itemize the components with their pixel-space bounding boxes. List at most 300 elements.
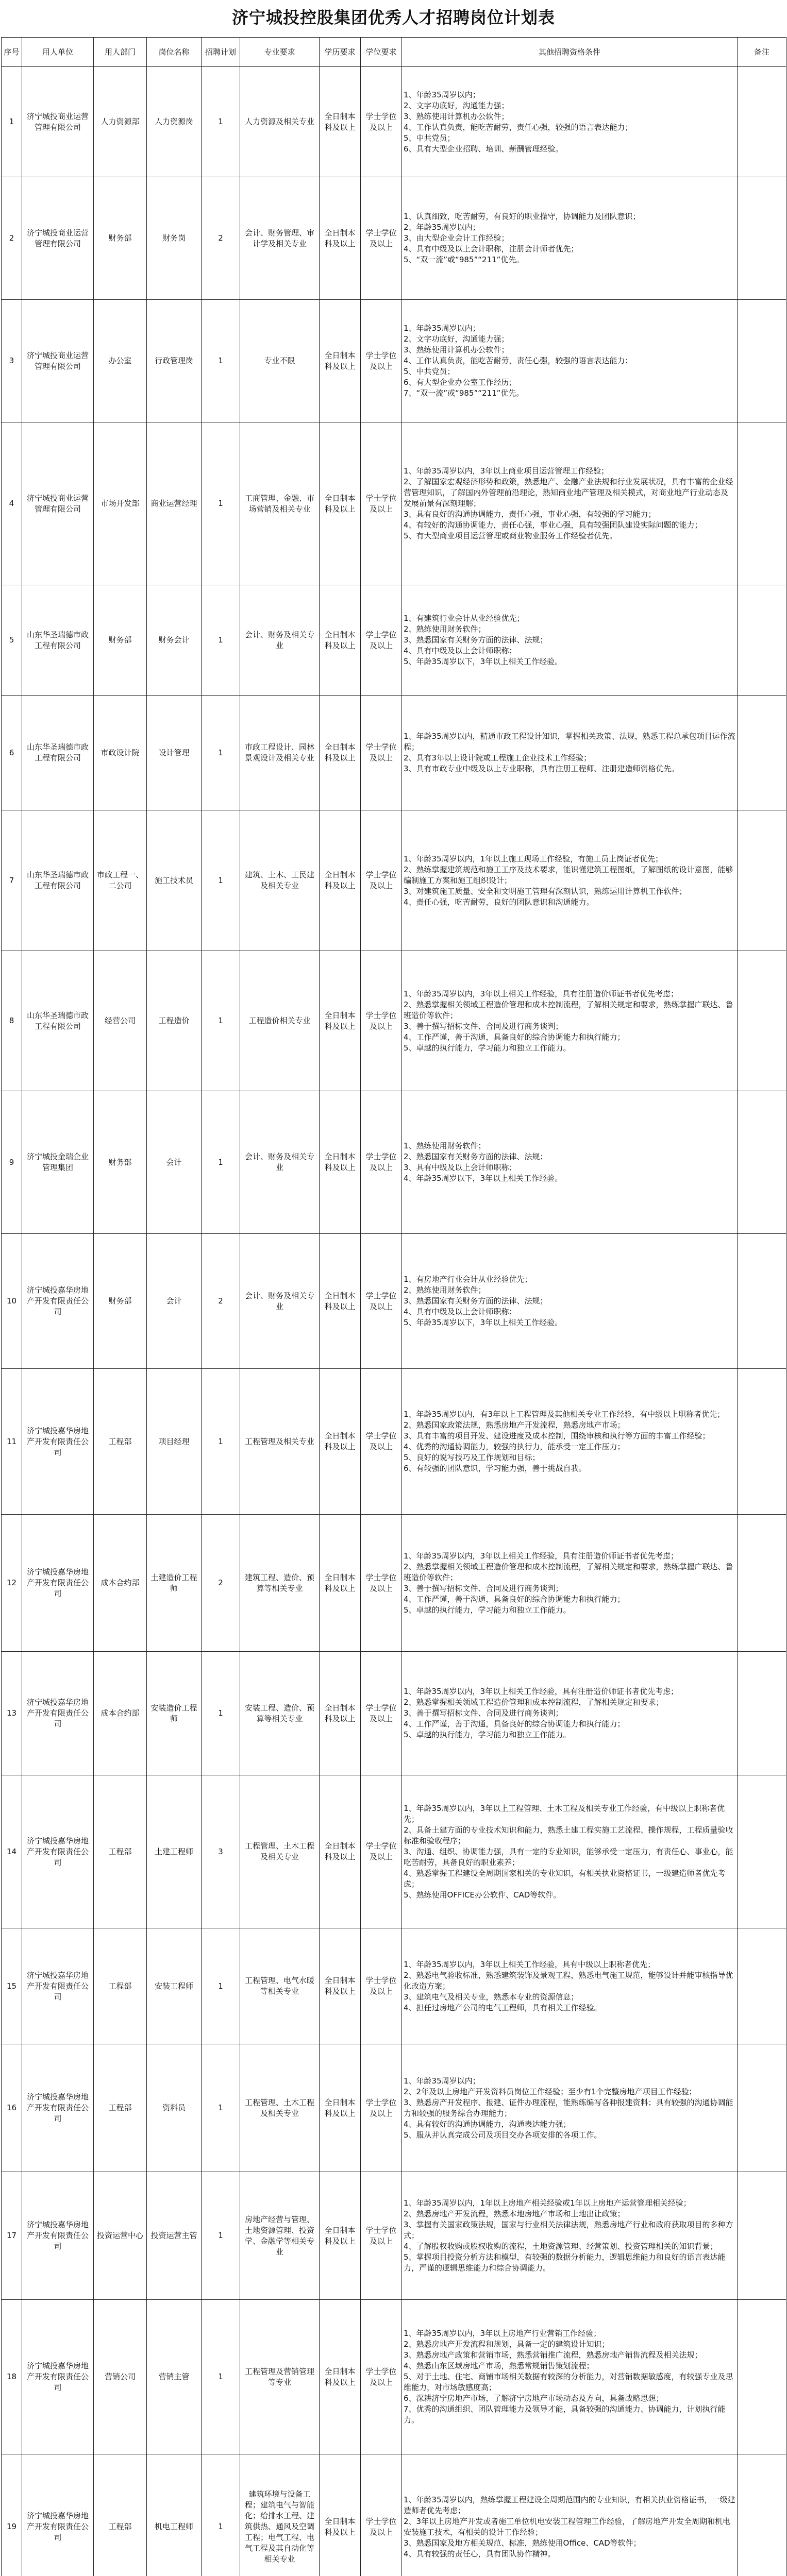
row-post: 工程造价 xyxy=(147,951,202,1091)
requirement-line: 3、善于撰写招标文件、合同及进行商务谈判； xyxy=(404,1708,563,1718)
table-row xyxy=(2,2172,786,2300)
row-dept: 财务部 xyxy=(94,177,147,300)
row-no: 3 xyxy=(2,300,22,422)
table-row xyxy=(2,951,786,1091)
row-edu: 全日制本科及以上 xyxy=(320,2172,361,2300)
row-no: 4 xyxy=(2,422,22,585)
table-row xyxy=(2,2454,786,2576)
requirement-line: 4、有较好的沟通协调能力，责任心强，事业心强，具有较强团队建设实际问题的能力； xyxy=(404,520,702,530)
row-post: 人力资源岗 xyxy=(147,67,202,177)
requirement-line: 2、文字功底好，沟通能力强； xyxy=(404,334,509,344)
requirement-line: 2、熟悉房地产开发流程，熟悉本地房地产市场和土地出让政策； xyxy=(404,2209,625,2218)
row-dept: 办公室 xyxy=(94,300,147,422)
row-unit: 济宁城投商业运营管理有限公司 xyxy=(22,177,94,300)
header-reqs: 其他招聘资格条件 xyxy=(402,38,738,67)
header-post: 岗位名称 xyxy=(147,38,202,67)
requirement-line: 1、年龄35周岁以内，3年以上相关工作经验，具有中级以上职称者优先； xyxy=(404,1959,656,1969)
requirement-line: 3、具有中级及以上会计师职称； xyxy=(404,1163,517,1172)
header-degree: 学位要求 xyxy=(361,38,402,67)
table-body xyxy=(2,67,786,2576)
requirement-line: 3、具有丰富的项目开发、建设进度及成本控制，围绕审核和执行等方面的丰富工作经验； xyxy=(404,1431,710,1440)
requirement-line: 2、3年以上房地产开发或者施工单位机电安装工程管理工作经验，了解房地产开发全周期和机电安装施工技术，有相关的设计工作经验； xyxy=(404,2516,731,2537)
row-count: 1 xyxy=(202,696,240,810)
row-count: 2 xyxy=(202,177,240,300)
requirement-line: 2、文字功底好，沟通能力强； xyxy=(404,100,509,110)
requirement-line: 1、年龄35周岁以内，3年以上商业项目运营管理工作经验； xyxy=(404,466,609,476)
row-requirements xyxy=(402,300,738,422)
row-edu: 全日制本科及以上 xyxy=(320,1091,361,1234)
row-edu: 全日制本科及以上 xyxy=(320,1515,361,1652)
row-post: 行政管理岗 xyxy=(147,300,202,422)
row-requirements xyxy=(402,2172,738,2300)
requirement-line: 4、优秀的沟通协调能力，较强的执行力，能承受一定工作压力； xyxy=(404,1442,625,1451)
row-note xyxy=(738,422,786,585)
row-post: 设计管理 xyxy=(147,696,202,810)
row-major: 工程管理及相关专业 xyxy=(240,1369,320,1515)
requirement-line: 3、善于撰写招标文件、合同及进行商务谈判； xyxy=(404,1021,563,1031)
requirement-line: 3、具有良好的沟通协调能力，责任心强，事业心强，有较强的学习能力； xyxy=(404,510,656,519)
row-dept: 财务部 xyxy=(94,1091,147,1234)
row-note xyxy=(738,2044,786,2172)
row-note xyxy=(738,1775,786,1928)
row-major: 工商管理、金融、市场营销及相关专业 xyxy=(240,422,320,585)
row-major: 安装工程、造价、预算等相关专业 xyxy=(240,1652,320,1775)
row-count: 2 xyxy=(202,1234,240,1369)
row-degree: 学士学位及以上 xyxy=(361,2172,402,2300)
row-post: 安装造价工程师 xyxy=(147,1652,202,1775)
requirement-line: 2、熟悉房地产开发流程和规划，具备一定的建筑设计知识； xyxy=(404,2340,610,2349)
row-no: 9 xyxy=(2,1091,22,1234)
row-requirements xyxy=(402,2044,738,2172)
row-degree: 学士学位及以上 xyxy=(361,1775,402,1928)
table-row xyxy=(2,810,786,951)
requirement-line: 3、熟悉国家及地方相关规范、标准，熟练使用Office、CAD等软件； xyxy=(404,2538,641,2548)
requirement-line: 2、熟悉国家政策法规，熟悉房地产开发流程，熟悉房地产市场； xyxy=(404,1420,625,1430)
row-edu: 全日制本科及以上 xyxy=(320,585,361,696)
requirement-line: 4、熟悉山东区域房地产市场，熟悉常规销售策划流程； xyxy=(404,2361,594,2370)
row-dept: 工程部 xyxy=(94,1928,147,2044)
row-post: 投资运营主管 xyxy=(147,2172,202,2300)
row-no: 18 xyxy=(2,2300,22,2454)
row-requirements xyxy=(402,951,738,1091)
row-no: 19 xyxy=(2,2454,22,2576)
row-requirements xyxy=(402,422,738,585)
row-requirements xyxy=(402,2454,738,2576)
row-degree: 学士学位及以上 xyxy=(361,1652,402,1775)
table-row xyxy=(2,1928,786,2044)
row-unit: 济宁城投嘉华房地产开发有限责任公司 xyxy=(22,2172,94,2300)
row-post: 安装工程师 xyxy=(147,1928,202,2044)
row-post: 资料员 xyxy=(147,2044,202,2172)
row-unit: 济宁城投嘉华房地产开发有限责任公司 xyxy=(22,1928,94,2044)
table-row xyxy=(2,2044,786,2172)
requirement-line: 4、工作认真负责，能吃苦耐劳，责任心强，较强的语言表达能力； xyxy=(404,356,633,365)
table-row xyxy=(2,585,786,696)
row-count: 1 xyxy=(202,2300,240,2454)
requirement-line: 2、2年及以上房地产开发资料员岗位工作经验；至少有1个完整房地产项目工作经验； xyxy=(404,2087,697,2096)
row-no: 15 xyxy=(2,1928,22,2044)
row-major: 建筑环境与设备工程；建筑电气与智能化；给排水工程、建筑供热、通风及空调工程；电气工程、电气工程及其自动化等相关专业 xyxy=(240,2454,320,2576)
table-row xyxy=(2,422,786,585)
table-row xyxy=(2,1091,786,1234)
row-requirements xyxy=(402,1091,738,1234)
row-dept: 市政设计院 xyxy=(94,696,147,810)
row-unit: 济宁城投嘉华房地产开发有限责任公司 xyxy=(22,2300,94,2454)
requirement-line: 2、具有3年以上设计院或工程施工企业技术工作经验； xyxy=(404,753,592,762)
row-no: 2 xyxy=(2,177,22,300)
requirement-line: 1、有建筑行业会计从业经验优先； xyxy=(404,614,525,623)
row-major: 工程管理、土木工程及相关专业 xyxy=(240,1775,320,1928)
requirement-line: 7、优秀的沟通组织、团队管理能力及领导才能，具备较强的沟通能力、协调能力，计划执行能力。 xyxy=(404,2404,726,2425)
requirement-line: 4、了解股权收购或股权收购的流程，土地资源管理、经营策划、投资管理相关的知识背景； xyxy=(404,2242,718,2251)
row-edu: 全日制本科及以上 xyxy=(320,696,361,810)
header-major: 专业要求 xyxy=(240,38,320,67)
row-major: 会计、财务及相关专业 xyxy=(240,1234,320,1369)
requirement-line: 1、年龄35周岁以内； xyxy=(404,2076,480,2086)
row-count: 1 xyxy=(202,1652,240,1775)
row-requirements xyxy=(402,1369,738,1515)
row-major: 会计、财务及相关专业 xyxy=(240,585,320,696)
requirement-line: 3、沟通、组织、协调能力强，具有一定的专业知识，能够承受一定压力，有责任心、事业心，能吃苦耐劳，具备良好的职业素养； xyxy=(404,1846,733,1867)
row-requirements xyxy=(402,1775,738,1928)
row-post: 土建工程师 xyxy=(147,1775,202,1928)
row-degree: 学士学位及以上 xyxy=(361,1091,402,1234)
row-count: 1 xyxy=(202,951,240,1091)
row-dept: 营销公司 xyxy=(94,2300,147,2454)
requirement-line: 4、工作严谨，善于沟通，具备良好的综合协调能力和执行能力； xyxy=(404,1719,625,1728)
row-post: 营销主管 xyxy=(147,2300,202,2454)
row-note xyxy=(738,696,786,810)
row-dept: 市政工程一、二公司 xyxy=(94,810,147,951)
row-count: 1 xyxy=(202,300,240,422)
row-dept: 投资运营中心 xyxy=(94,2172,147,2300)
requirement-line: 4、具有较好的沟通协调能力，沟通表达能力强； xyxy=(404,2119,571,2129)
requirement-line: 5、年龄35周岁以下，3年以上相关工作经验。 xyxy=(404,657,563,666)
row-count: 1 xyxy=(202,422,240,585)
requirement-line: 4、具有中级及以上会计职称，注册会计师者优先； xyxy=(404,244,579,253)
row-major: 工程管理、电气水暖等相关专业 xyxy=(240,1928,320,2044)
requirement-line: 4、工作认真负责，能吃苦耐劳，责任心强，较强的语言表达能力； xyxy=(404,122,633,132)
row-unit: 济宁城投商业运营管理有限公司 xyxy=(22,422,94,585)
requirement-line: 3、掌握有关国家政策法规，国家与行业相关法律法规，熟悉房地产行业和政府获取项目的多种方式； xyxy=(404,2220,733,2240)
row-dept: 工程部 xyxy=(94,2454,147,2576)
row-unit: 济宁城投商业运营管理有限公司 xyxy=(22,67,94,177)
row-unit: 济宁城投嘉华房地产开发有限责任公司 xyxy=(22,2454,94,2576)
row-edu: 全日制本科及以上 xyxy=(320,1928,361,2044)
row-dept: 财务部 xyxy=(94,1234,147,1369)
requirement-line: 1、熟练使用财务软件； xyxy=(404,1141,486,1150)
row-dept: 成本合约部 xyxy=(94,1515,147,1652)
requirement-line: 4、年龄35周岁以下，3年以上相关工作经验。 xyxy=(404,1174,563,1183)
row-edu: 全日制本科及以上 xyxy=(320,2044,361,2172)
header-count: 招聘计划 xyxy=(202,38,240,67)
table-row xyxy=(2,1369,786,1515)
requirement-line: 5、熟练使用OFFICE办公软件、CAD等软件。 xyxy=(404,1890,561,1900)
row-note xyxy=(738,810,786,951)
row-note xyxy=(738,2300,786,2454)
row-dept: 成本合约部 xyxy=(94,1652,147,1775)
row-post: 商业运营经理 xyxy=(147,422,202,585)
row-note xyxy=(738,1515,786,1652)
requirement-line: 5、对于土地、住宅、商铺市场相关数据有较深的分析能力，对营销数据敏感度，有较强专业及思维能力，对市场敏感度高； xyxy=(404,2372,733,2392)
row-count: 1 xyxy=(202,2172,240,2300)
row-dept: 工程部 xyxy=(94,1775,147,1928)
row-no: 16 xyxy=(2,2044,22,2172)
requirement-line: 5、“双一流”或“985”“211”优先。 xyxy=(404,255,524,264)
row-unit: 济宁城投嘉华房地产开发有限责任公司 xyxy=(22,1234,94,1369)
row-dept: 市场开发部 xyxy=(94,422,147,585)
row-unit: 山东华圣瑞德市政工程有限公司 xyxy=(22,585,94,696)
requirement-line: 3、建筑电气及相关专业，熟悉本专业的资源信息； xyxy=(404,1992,579,2002)
row-post: 会计 xyxy=(147,1091,202,1234)
row-no: 8 xyxy=(2,951,22,1091)
row-degree: 学士学位及以上 xyxy=(361,810,402,951)
row-no: 6 xyxy=(2,696,22,810)
row-post: 会计 xyxy=(147,1234,202,1369)
row-count: 1 xyxy=(202,2454,240,2576)
requirement-line: 1、年龄35周岁以内，1年以上施工现场工作经验，有施工员上岗证者优先； xyxy=(404,854,663,863)
requirement-line: 6、有较强的团队意识，学习能力强，善于挑战自我。 xyxy=(404,1464,587,1473)
header-row xyxy=(2,38,786,67)
row-requirements xyxy=(402,696,738,810)
requirement-line: 1、年龄35周岁以内，3年以上工程管理、土木工程及相关专业工作经验，有中级以上职称者优先； xyxy=(404,1803,725,1824)
requirement-line: 3、熟练使用计算机办公软件； xyxy=(404,345,509,354)
requirement-line: 4、熟悉掌握工程建设全周期国家相关的专业知识，有相关执业资格证书，一级建造师者优先考虑； xyxy=(404,1868,726,1889)
requirement-line: 1、年龄35周岁以内； xyxy=(404,324,480,333)
row-note xyxy=(738,1369,786,1515)
requirement-line: 4、具有中级及以上会计师职称； xyxy=(404,1307,517,1316)
row-dept: 经营公司 xyxy=(94,951,147,1091)
requirement-line: 5、服从并认真完成公司及项目交办各项安排的各项工作。 xyxy=(404,2130,602,2140)
requirement-line: 1、年龄35周岁以内； xyxy=(404,90,480,99)
table-row xyxy=(2,1775,786,1928)
row-post: 项目经理 xyxy=(147,1369,202,1515)
row-count: 1 xyxy=(202,1928,240,2044)
requirement-line: 3、熟悉房地产政策和营销市场，熟悉营销推广流程，熟悉房地产销售流程及相关法规； xyxy=(404,2350,702,2360)
row-major: 专业不限 xyxy=(240,300,320,422)
requirement-line: 4、担任过房地产公司的电气工程师，具有相关工作经验。 xyxy=(404,2003,602,2012)
row-no: 7 xyxy=(2,810,22,951)
row-major: 会计、财务管理、审计学及相关专业 xyxy=(240,177,320,300)
row-note xyxy=(738,177,786,300)
requirement-line: 1、年龄35周岁以内，3年以上相关工作经验，具有注册造价师证书者优先考虑； xyxy=(404,1551,679,1561)
row-dept: 人力资源部 xyxy=(94,67,147,177)
requirement-line: 4、责任心强，吃苦耐劳，良好的团队意识和沟通能力。 xyxy=(404,897,594,907)
table-row xyxy=(2,1515,786,1652)
row-degree: 学士学位及以上 xyxy=(361,2300,402,2454)
row-degree: 学士学位及以上 xyxy=(361,67,402,177)
requirement-line: 7、“双一流”或“985”“211”优先。 xyxy=(404,388,524,398)
row-unit: 山东华圣瑞德市政工程有限公司 xyxy=(22,810,94,951)
requirement-line: 1、年龄35周岁以内，精通市政工程设计知识，掌握相关政策、法规，熟悉工程总承包项目运作流程； xyxy=(404,732,735,752)
requirement-line: 5、卓越的执行能力，学习能力和独立工作能力。 xyxy=(404,1605,571,1615)
requirement-line: 3、熟悉国家有关财务方面的法律、法规； xyxy=(404,1296,548,1306)
row-requirements xyxy=(402,1234,738,1369)
row-requirements xyxy=(402,67,738,177)
row-requirements xyxy=(402,2300,738,2454)
requirement-line: 5、年龄35周岁以下，3年以上相关工作经验。 xyxy=(404,1318,563,1327)
row-post: 土建造价工程师 xyxy=(147,1515,202,1652)
row-unit: 济宁城投嘉华房地产开发有限责任公司 xyxy=(22,1369,94,1515)
row-requirements xyxy=(402,1928,738,2044)
row-count: 1 xyxy=(202,810,240,951)
requirement-line: 3、熟悉房产开发程序、报建、证件办理流程，能熟练编写各种报建资料；具有较强的沟通协调能力和较强的服务综合办理能力； xyxy=(404,2097,733,2118)
header-dept: 用人部门 xyxy=(94,38,147,67)
row-requirements xyxy=(402,177,738,300)
row-dept: 工程部 xyxy=(94,1369,147,1515)
row-note xyxy=(738,1928,786,2044)
row-unit: 济宁城投嘉华房地产开发有限责任公司 xyxy=(22,1515,94,1652)
requirement-line: 1、有房地产行业会计从业经验优先； xyxy=(404,1275,532,1284)
row-dept: 财务部 xyxy=(94,585,147,696)
requirement-line: 5、卓越的执行能力，学习能力和独立工作能力。 xyxy=(404,1043,571,1053)
row-major: 房地产经营与管理、土地资源管理、投资学、金融学等相关专业 xyxy=(240,2172,320,2300)
row-requirements xyxy=(402,810,738,951)
requirement-line: 5、中共党员； xyxy=(404,133,455,143)
requirement-line: 4、工作严谨，善于沟通，具备良好的综合协调能力和执行能力； xyxy=(404,1032,625,1042)
requirement-line: 1、年龄35周岁以内，3年以上相关工作经验，具有注册造价师证书者优先考虑； xyxy=(404,989,679,998)
requirement-line: 4、具有较强的责任心，具有团队协作精神。 xyxy=(404,2549,556,2558)
requirement-line: 3、熟练使用计算机办公软件； xyxy=(404,111,509,121)
requirement-line: 3、具有市政专业中级及以上专业职称，具有注册工程师、注册建造师资格优先。 xyxy=(404,764,679,773)
requirement-line: 6、具有大型企业招聘、培训、薪酬管理经验。 xyxy=(404,144,563,154)
row-no: 14 xyxy=(2,1775,22,1928)
row-major: 工程造价相关专业 xyxy=(240,951,320,1091)
row-requirements xyxy=(402,1515,738,1652)
recruitment-plan-table xyxy=(1,37,786,2576)
document-title: 济宁城投控股集团优秀人才招聘岗位计划表 xyxy=(231,8,555,27)
requirement-line: 5、中共党员； xyxy=(404,367,455,376)
requirement-line: 3、对建筑施工质量、安全和文明施工管理有深刻认识，熟练运用计算机工作软件； xyxy=(404,886,687,896)
requirement-line: 2、熟悉掌握相关领域工程造价管理和成本控制流程，了解相关规定和要求，熟练掌握广联达、鲁班造价等软件； xyxy=(404,1562,733,1582)
row-post: 机电工程师 xyxy=(147,2454,202,2576)
row-note xyxy=(738,585,786,696)
row-edu: 全日制本科及以上 xyxy=(320,300,361,422)
row-post: 施工技术员 xyxy=(147,810,202,951)
row-unit: 济宁城投商业运营管理有限公司 xyxy=(22,300,94,422)
table-row xyxy=(2,696,786,810)
requirement-line: 3、善于撰写招标文件、合同及进行商务谈判； xyxy=(404,1583,563,1593)
requirement-line: 2、熟练使用财务软件； xyxy=(404,1285,486,1295)
requirement-line: 5、卓越的执行能力，学习能力和独立工作能力。 xyxy=(404,1730,571,1739)
requirement-line: 2、熟悉掌握相关领域工程造价管理和成本控制流程，了解相关规定和要求，熟练掌握广联达、鲁班造价等软件； xyxy=(404,999,733,1020)
row-edu: 全日制本科及以上 xyxy=(320,1775,361,1928)
row-note xyxy=(738,1234,786,1369)
row-no: 17 xyxy=(2,2172,22,2300)
row-requirements xyxy=(402,1652,738,1775)
table-row xyxy=(2,1234,786,1369)
row-post: 财务岗 xyxy=(147,177,202,300)
row-edu: 全日制本科及以上 xyxy=(320,2300,361,2454)
requirement-line: 4、工作严谨，善于沟通，具备良好的综合协调能力和执行能力； xyxy=(404,1594,625,1604)
row-edu: 全日制本科及以上 xyxy=(320,951,361,1091)
row-edu: 全日制本科及以上 xyxy=(320,422,361,585)
row-edu: 全日制本科及以上 xyxy=(320,810,361,951)
row-major: 建筑、土木、工民建及相关专业 xyxy=(240,810,320,951)
row-degree: 学士学位及以上 xyxy=(361,177,402,300)
requirement-line: 1、年龄35周岁以内，3年以上相关工作经验，具有注册造价师证书者优先考虑； xyxy=(404,1687,679,1696)
row-degree: 学士学位及以上 xyxy=(361,2044,402,2172)
requirement-line: 1、年龄35周岁以内，1年以上房地产相关经验或1年以上房地产运营管理相关经验； xyxy=(404,2198,691,2208)
requirement-line: 2、年龄35周岁以内； xyxy=(404,223,480,232)
header-unit: 用人单位 xyxy=(22,38,94,67)
requirement-line: 6、有大型企业办公室工作经历； xyxy=(404,378,517,387)
requirement-line: 3、熟悉国家有关财务方面的法律、法规； xyxy=(404,635,548,645)
row-edu: 全日制本科及以上 xyxy=(320,177,361,300)
row-note xyxy=(738,951,786,1091)
row-degree: 学士学位及以上 xyxy=(361,585,402,696)
table-row xyxy=(2,300,786,422)
row-note xyxy=(738,67,786,177)
requirement-line: 1、认真细致，吃苦耐劳，有良好的职业操守，协调能力及团队意识； xyxy=(404,212,641,221)
row-degree: 学士学位及以上 xyxy=(361,951,402,1091)
row-unit: 济宁城投嘉华房地产开发有限责任公司 xyxy=(22,2044,94,2172)
requirement-line: 2、具备土建方面的专业技术知识和能力，熟悉土建工程实施工艺流程、操作规程，工程质量验收标准和验收程序； xyxy=(404,1825,733,1845)
row-no: 12 xyxy=(2,1515,22,1652)
row-major: 工程管理及营销管理等专业 xyxy=(240,2300,320,2454)
row-count: 1 xyxy=(202,1369,240,1515)
row-no: 13 xyxy=(2,1652,22,1775)
requirement-line: 1、年龄35周岁以内，有3年以上工程管理及其他相关专业工作经验，有中级以上职称者优先； xyxy=(404,1410,725,1419)
row-major: 市政工程设计、园林景观设计及相关专业 xyxy=(240,696,320,810)
row-count: 1 xyxy=(202,1091,240,1234)
row-degree: 学士学位及以上 xyxy=(361,1369,402,1515)
row-count: 2 xyxy=(202,1515,240,1652)
header-no: 序号 xyxy=(2,38,22,67)
row-note xyxy=(738,2454,786,2576)
row-note xyxy=(738,1652,786,1775)
row-requirements xyxy=(402,585,738,696)
row-no: 1 xyxy=(2,67,22,177)
row-no: 10 xyxy=(2,1234,22,1369)
row-degree: 学士学位及以上 xyxy=(361,2454,402,2576)
requirement-line: 5、有大型商业项目运营管理或商业物业服务工作经验者优先。 xyxy=(404,531,617,540)
row-edu: 全日制本科及以上 xyxy=(320,1652,361,1775)
requirement-line: 5、掌握项目投资分析方法和模型，有较强的数据分析能力，逻辑思维能力和良好的语言表达能力，严谨的逻辑思维能力和综合协调能力。 xyxy=(404,2252,726,2273)
row-note xyxy=(738,2172,786,2300)
row-note xyxy=(738,300,786,422)
requirement-line: 2、熟练使用财务软件； xyxy=(404,624,486,634)
row-unit: 山东华圣瑞德市政工程有限公司 xyxy=(22,951,94,1091)
row-degree: 学士学位及以上 xyxy=(361,422,402,585)
row-major: 工程管理、土木工程及相关专业 xyxy=(240,2044,320,2172)
row-degree: 学士学位及以上 xyxy=(361,1928,402,2044)
table-row xyxy=(2,67,786,177)
table-row xyxy=(2,2300,786,2454)
requirement-line: 1、年龄35周岁以内，3年以上房地产行业营销工作经验； xyxy=(404,2329,601,2338)
requirement-line: 2、熟练掌握建筑规范和施工工序及技术要求，能识懂建筑工程图纸，了解图纸的设计意图，能够编制施工方案和施工组织设计； xyxy=(404,865,733,885)
row-dept: 工程部 xyxy=(94,2044,147,2172)
table-row xyxy=(2,1652,786,1775)
requirement-line: 3、由大型企业会计工作经验； xyxy=(404,233,509,243)
row-edu: 全日制本科及以上 xyxy=(320,1369,361,1515)
row-unit: 济宁城投嘉华房地产开发有限责任公司 xyxy=(22,1652,94,1775)
requirement-line: 2、熟悉掌握相关领域工程造价管理和成本控制流程，了解相关规定和要求； xyxy=(404,1698,664,1707)
row-major: 会计、财务及相关专业 xyxy=(240,1091,320,1234)
requirement-line: 1、年龄35周岁以内，熟练掌握工程建设全周期范围内的专业知识，有相关执业资格证书，一级建造师者优先考虑； xyxy=(404,2495,735,2515)
requirement-line: 5、良好的说写技巧及工作规划和目标； xyxy=(404,1453,540,1462)
header-note: 备注 xyxy=(738,38,786,67)
row-edu: 全日制本科及以上 xyxy=(320,67,361,177)
row-degree: 学士学位及以上 xyxy=(361,696,402,810)
row-major: 建筑工程、造价、预算等相关专业 xyxy=(240,1515,320,1652)
requirement-line: 2、熟悉国家有关财务方面的法律、法规； xyxy=(404,1152,548,1161)
row-edu: 全日制本科及以上 xyxy=(320,1234,361,1369)
row-unit: 济宁城投嘉华房地产开发有限责任公司 xyxy=(22,1775,94,1928)
requirement-line: 4、具有中级及以上会计师职称； xyxy=(404,646,517,655)
header-edu: 学历要求 xyxy=(320,38,361,67)
row-count: 1 xyxy=(202,2044,240,2172)
